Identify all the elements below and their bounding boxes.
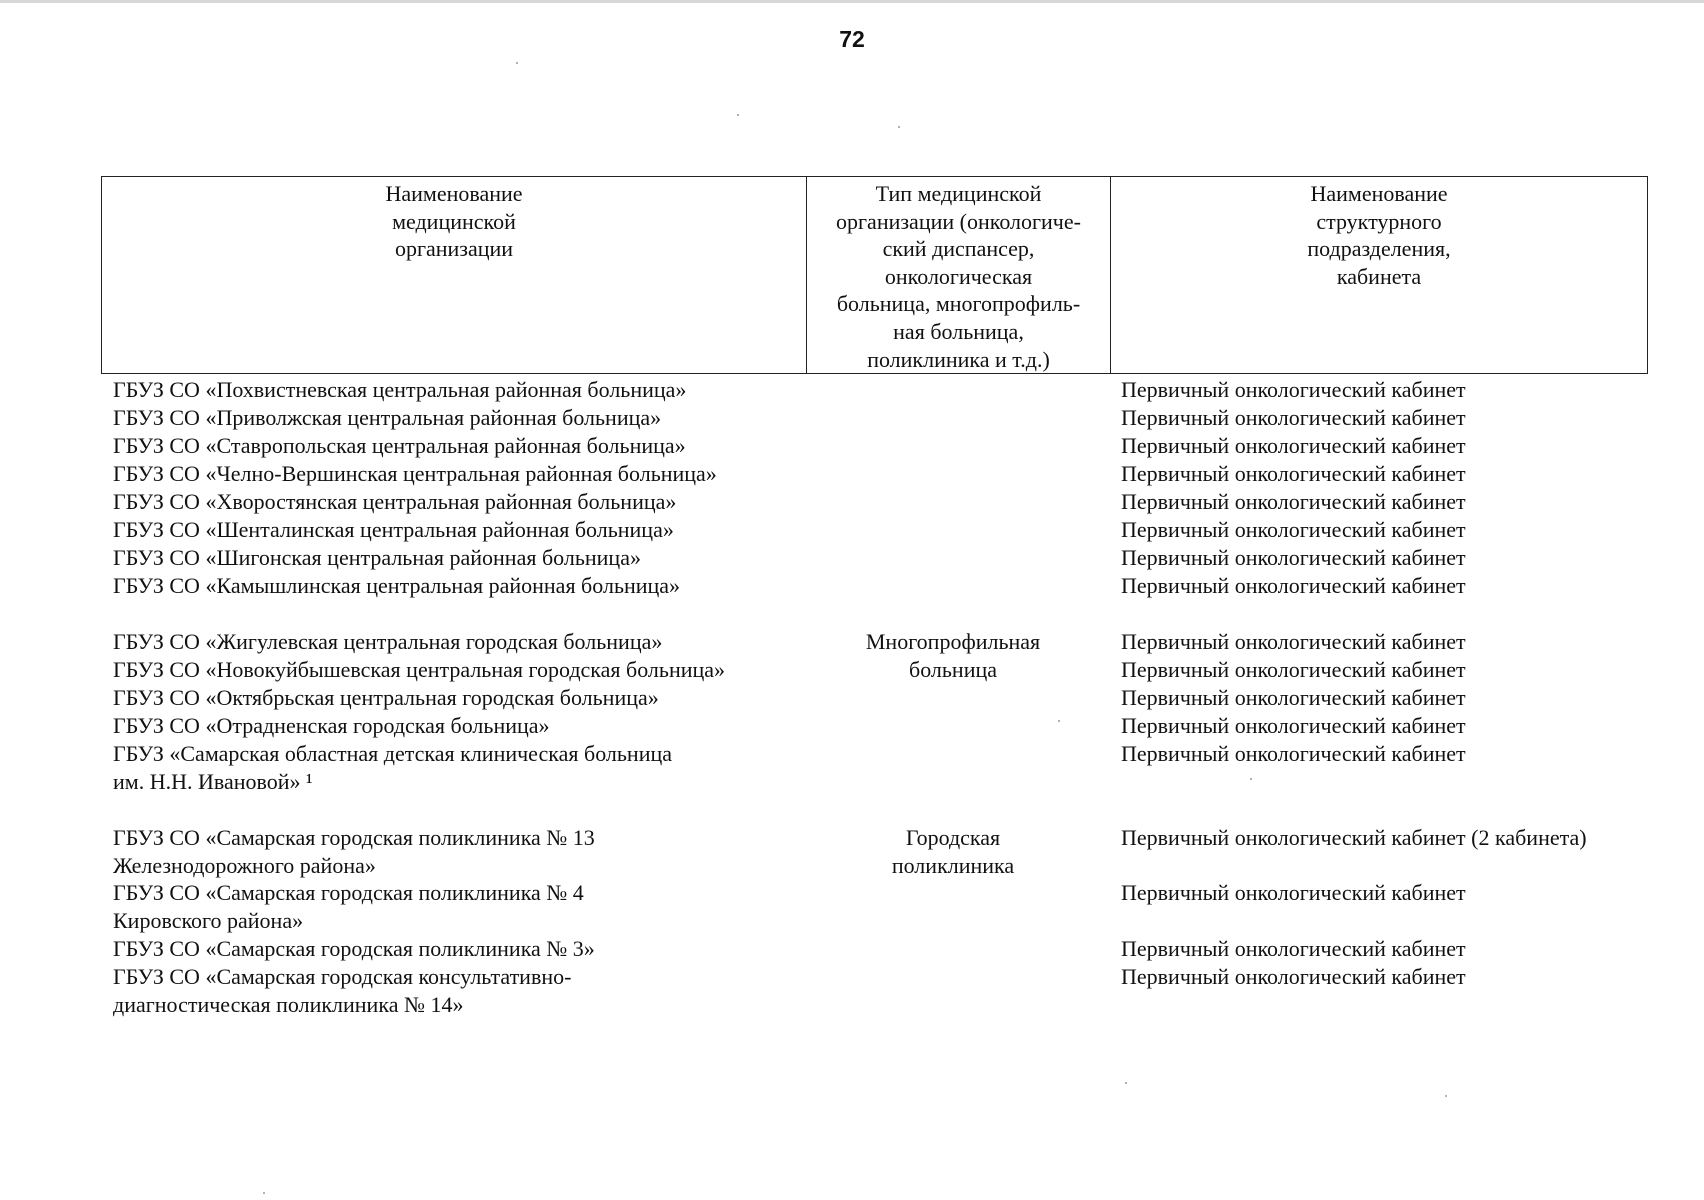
header-line: Тип медицинской xyxy=(875,181,1042,206)
unit-name: Первичный онкологический кабинет xyxy=(1121,573,1466,598)
table-body xyxy=(0,376,1704,1016)
header-line: Наименование xyxy=(385,181,523,206)
header-line: кабинета xyxy=(1336,263,1422,289)
org-type-group-label xyxy=(803,824,1103,880)
scan-speck xyxy=(1125,1082,1127,1084)
org-name-continued: Железнодорожного района» xyxy=(113,853,376,878)
org-name: ГБУЗ СО «Похвистневская центральная районная больница» xyxy=(113,377,687,402)
org-name-continued: Кировского района» xyxy=(113,908,304,933)
header-line: организации xyxy=(394,236,514,262)
org-name: ГБУЗ СО «Камышлинская центральная районная больница» xyxy=(113,573,681,598)
org-name: ГБУЗ СО «Октябрьская центральная городская больница» xyxy=(113,685,659,710)
scan-speck xyxy=(1445,1095,1447,1097)
unit-name: Первичный онкологический кабинет xyxy=(1121,629,1466,654)
page-number: 72 xyxy=(839,26,865,52)
org-name: ГБУЗ СО «Самарская городская консультативно- xyxy=(113,964,572,989)
org-type-group-label xyxy=(803,628,1103,684)
unit-name: Первичный онкологический кабинет xyxy=(1121,741,1466,766)
header-line: онкологическая xyxy=(884,263,1033,289)
org-name: ГБУЗ СО «Шенталинская центральная районная больница» xyxy=(113,517,674,542)
unit-name: Первичный онкологический кабинет xyxy=(1121,964,1466,989)
scan-speck xyxy=(1058,720,1060,722)
org-name: ГБУЗ СО «Челно-Вершинская центральная районная больница» xyxy=(113,461,717,486)
header-line: подразделения, xyxy=(1307,236,1451,262)
unit-name: Первичный онкологический кабинет (2 кабинета) xyxy=(1121,825,1587,850)
top-scan-rule xyxy=(0,0,1704,3)
scan-speck xyxy=(1250,778,1252,780)
org-name-continued: диагностическая поликлиника № 14» xyxy=(113,992,464,1017)
scan-speck xyxy=(898,126,900,128)
org-name: ГБУЗ СО «Жигулевская центральная городская больница» xyxy=(113,629,663,654)
header-line: медицинской xyxy=(392,208,516,234)
unit-name: Первичный онкологический кабинет xyxy=(1121,517,1466,542)
header-line: Наименование xyxy=(1310,181,1448,206)
org-type-line: Многопрофильная xyxy=(865,629,1041,654)
header-line: поликлиника и т.д.) xyxy=(867,346,1050,372)
header-line: организации (онкологиче- xyxy=(836,208,1081,234)
org-name: ГБУЗ «Самарская областная детская клиническая больница xyxy=(113,741,673,766)
header-line: структурного xyxy=(1316,208,1442,234)
unit-name: Первичный онкологический кабинет xyxy=(1121,936,1466,961)
org-type-line: больница xyxy=(909,657,997,682)
org-name: ГБУЗ СО «Самарская городская поликлиника № 4 xyxy=(113,880,584,905)
org-name: ГБУЗ СО «Самарская городская поликлиника № 3» xyxy=(113,936,595,961)
unit-name: Первичный онкологический кабинет xyxy=(1121,685,1466,710)
org-name-continued: им. Н.Н. Ивановой» ¹ xyxy=(113,769,313,794)
header-org-type xyxy=(807,177,1111,373)
scan-speck xyxy=(516,62,518,64)
header-line: ский диспансер, xyxy=(882,236,1035,262)
org-name: ГБУЗ СО «Ставропольская центральная районная больница» xyxy=(113,433,686,458)
unit-name: Первичный онкологический кабинет xyxy=(1121,377,1466,402)
unit-name: Первичный онкологический кабинет xyxy=(1121,657,1466,682)
unit-name: Первичный онкологический кабинет xyxy=(1121,880,1466,905)
unit-name: Первичный онкологический кабинет xyxy=(1121,489,1466,514)
org-name: ГБУЗ СО «Приволжская центральная районная больница» xyxy=(113,405,662,430)
unit-name: Первичный онкологический кабинет xyxy=(1121,461,1466,486)
unit-name: Первичный онкологический кабинет xyxy=(1121,713,1466,738)
header-org-name xyxy=(102,177,807,373)
header-line: больница, многопрофиль- xyxy=(836,291,1081,317)
org-name: ГБУЗ СО «Хворостянская центральная районная больница» xyxy=(113,489,677,514)
header-unit-name xyxy=(1111,177,1647,373)
org-name: ГБУЗ СО «Шигонская центральная районная больница» xyxy=(113,545,641,570)
table-header xyxy=(101,176,1648,374)
unit-name: Первичный онкологический кабинет xyxy=(1121,405,1466,430)
unit-name: Первичный онкологический кабинет xyxy=(1121,545,1466,570)
org-name: ГБУЗ СО «Самарская городская поликлиника № 13 xyxy=(113,825,595,850)
org-name: ГБУЗ СО «Отрадненская городская больница» xyxy=(113,713,550,738)
scan-speck xyxy=(263,1192,265,1194)
unit-name: Первичный онкологический кабинет xyxy=(1121,433,1466,458)
org-type-line: поликлиника xyxy=(891,853,1015,878)
org-name: ГБУЗ СО «Новокуйбышевская центральная городская больница» xyxy=(113,657,726,682)
scan-speck xyxy=(737,114,739,116)
header-line: ная больница, xyxy=(893,318,1024,344)
org-type-line: Городская xyxy=(905,825,1001,850)
